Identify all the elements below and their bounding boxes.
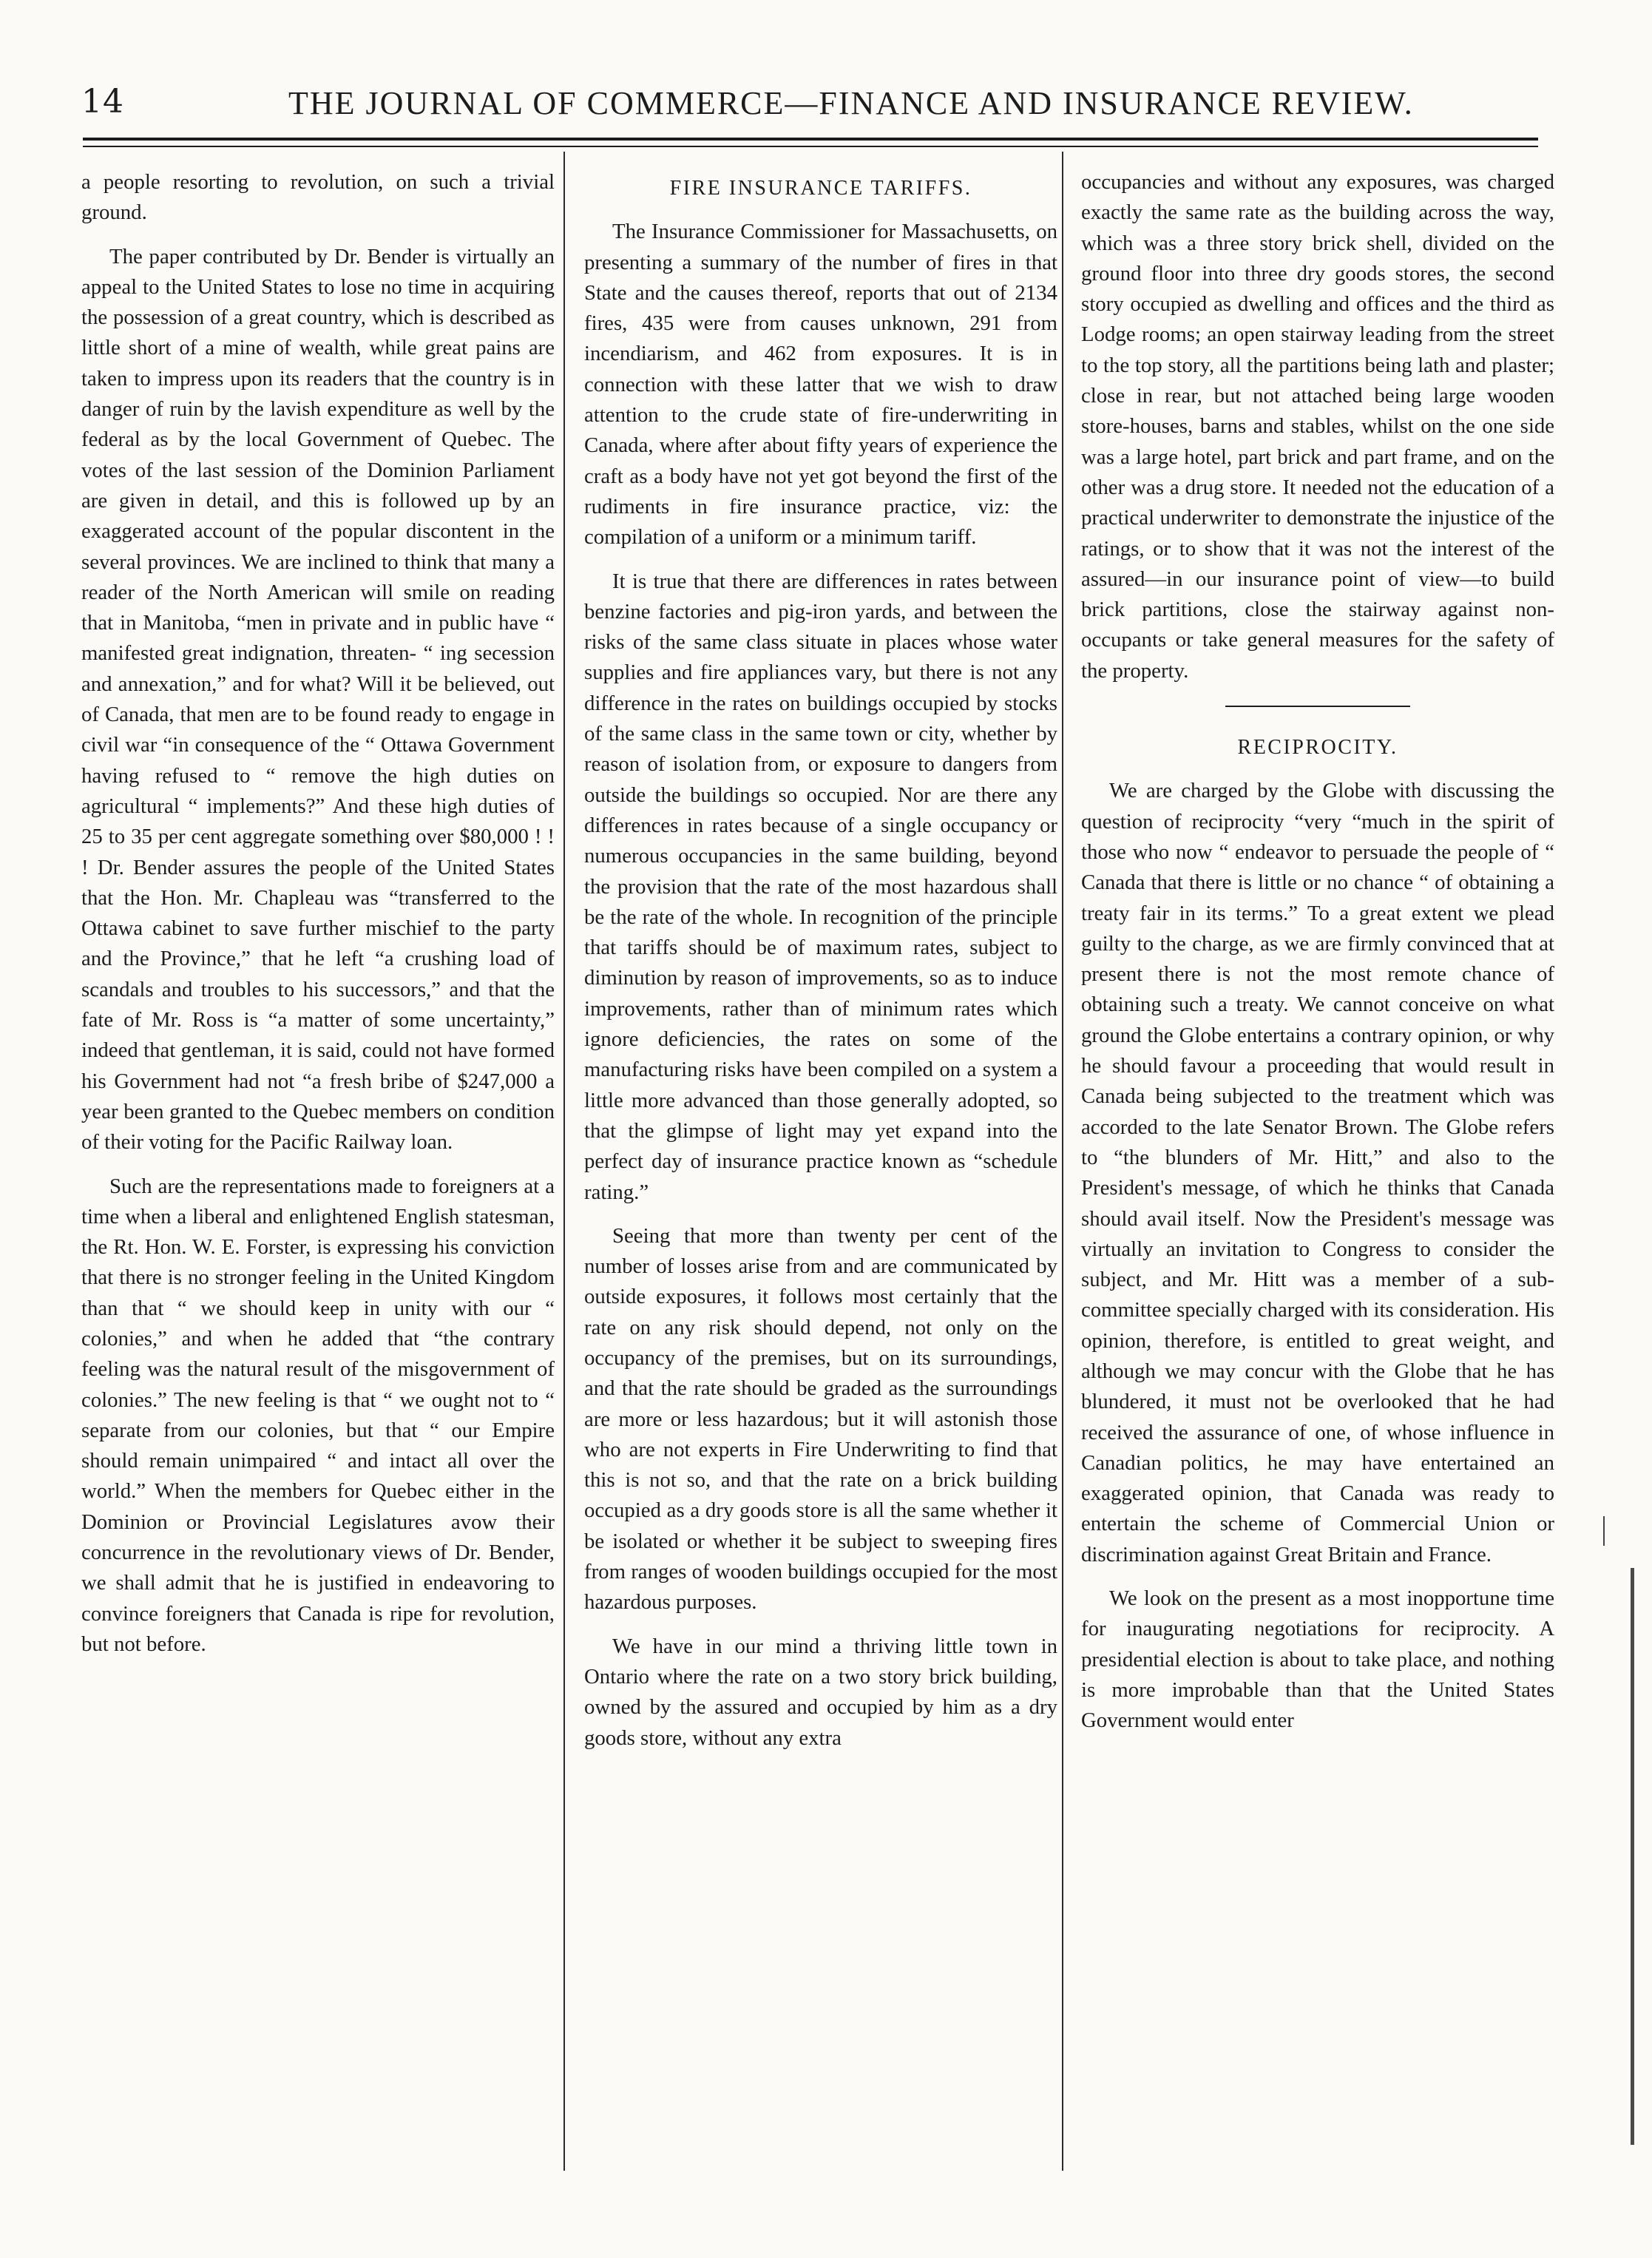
journal-title: THE JOURNAL OF COMMERCE—FINANCE AND INSURANCE REVIEW. <box>288 85 1414 121</box>
page-header <box>81 80 1542 132</box>
column1-paragraph-3: Such are the representations made to foreigners at a time when a liberal and enlightened English statesman, the Rt. Hon. W. E. Forster, is expressing his conviction that there is no stronger feeling in the United Kingdom than that “ we should keep in unity with our “ colonies,” and when he added that “the contrary feeling was the natural result of the misgovernment of colonies.” The new feeling is that “ we ought not to “ separate from our colonies, but that “ our Empire should remain unimpaired “ and intact all over the world.” When the members for Quebec either in the Dominion or Provincial Legislatures avow their concurrence in the revolutionary views of Dr. Bender, we shall admit that he is justified in endeavoring to convince foreigners that Canada is ripe for revolution, but not before. <box>81 1174 555 1656</box>
page-edge-mark-small <box>1603 1516 1605 1546</box>
column3-paragraph-1: occupancies and without any exposures, was charged exactly the same rate as the building across the way, which was a three story brick shell, divided on the ground floor into three dry goods stores, the second story occupied as dwelling and offices and the third as Lodge rooms; an open stairway leading from the street to the top story, all the partitions being lath and plaster; close in rear, but not attached being large wooden store-houses, barns and stables, whilst on the one side was a large hotel, part brick and part frame, and on the other was a drug store. It needed not the education of a practical underwriter to demonstrate the injustice of the ratings, or to show that it was not the interest of the assured—in our insurance point of view—to build brick partitions, close the stairway against non-occupants or take general measures for the safety of the property. <box>1081 170 1554 683</box>
column-divider-1 <box>563 152 565 2171</box>
column2-paragraph-1: The Insurance Commissioner for Massachusetts, on presenting a summary of the number of fires in that State and the causes thereof, reports that out of 2134 fires, 435 were from causes unknown, 291 from incendiarism, and 462 from exposures. It is in connection with these latter that we wish to draw attention to the crude state of fire-underwriting in Canada, where after about fifty years of experience the craft as a body have not yet got beyond the first of the rudiments in fire insurance practice, viz: the compilation of a uniform or a minimum tariff. <box>584 220 1057 550</box>
reciprocity-title: RECIPROCITY. <box>1237 736 1398 760</box>
column1-paragraph-1: a people resorting to revolution, on such a trivial ground. <box>81 170 555 225</box>
column3-paragraph-3: We look on the present as a most inopportune time for inaugurating negotiations for reciprocity. A presidential election is about to take place, and nothing is more improbable than that the United States Government would enter <box>1081 1586 1554 1733</box>
column3-paragraph-2: We are charged by the Globe with discussing the question of reciprocity “very “much in the spirit of those who now “ endeavor to persuade the people of “ Canada that there is little or no chance “ of obtaining a treaty fair in its terms.” To a great extent we plead guilty to the charge, as we are firmly convinced that at present there is not the most remote chance of obtaining such a treaty. We cannot conceive on what ground the Globe entertains a contrary opinion, or why he should favour a proceeding that would result in Canada being subjected to the treatment which was accorded to the late Senator Brown. The Globe refers to “the blunders of Mr. Hitt,” and also to the President's message, of which he thinks that Canada should avail itself. Now the President's message was virtually an invitation to Congress to consider the subject, and Mr. Hitt was a member of a sub-committee specially charged with its consideration. His opinion, therefore, is entitled to great weight, and although we may concur with the Globe that he has blundered, it must not be overlooked that he had received the assurance of one, of whose influence in Canadian politics, he may have entertained an exaggerated opinion, that Canada was ready to entertain the scheme of Commercial Union or discrimination against Great Britain and France. <box>1081 779 1554 1566</box>
column1-paragraph-2: The paper contributed by Dr. Bender is virtually an appeal to the United States to lose no time in acquiring the possession of a great country, which is described as little short of a mine of wealth, while great pains are taken to impress upon its readers that the country is in danger of ruin by the lavish expenditure as well by the federal as by the local Government of Quebec. The votes of the last session of the Dominion Parliament are given in detail, and this is followed up by an exaggerated account of the popular discontent in the several provinces. We are inclined to think that many a reader of the North American will smile on reading that in Manitoba, “men in private and in public have “ manifested great indignation, threaten- “ ing secession and annexation,” and for what? Will it be believed, out of Canada, that men are to be found ready to engage in civil war “in consequence of the “ Ottawa Government having refused to “ remove the high duties on agricultural “ implements?” And these high duties of 25 to 35 per cent aggregate something over $80,000 ! ! ! Dr. Bender assures the people of the United States that the Hon. Mr. Chapleau was “transferred to the Ottawa cabinet to save further mischief to the party and the Province,” that he left “a crushing load of scandals and troubles to his successors,” and that the fate of Mr. Ross is “a matter of some uncertainty,” indeed that gentleman, it is said, could not have formed his Government had not “a fresh bribe of $247,000 a year been granted to the Quebec members on condition of their voting for the Pacific Railway loan. <box>81 244 555 1155</box>
header-rule-thick <box>83 138 1538 141</box>
section-divider <box>1225 706 1410 707</box>
page-edge-mark <box>1631 1568 1634 2145</box>
column-1 <box>81 167 555 2194</box>
column-3 <box>1081 167 1554 2194</box>
column2-paragraph-2: It is true that there are differences in rates between benzine factories and pig-iron yards, and between the risks of the same class situate in places whose water supplies and fire appliances vary, but there is not any difference in the rates on buildings occupied by stocks of the same class in the same town or city, whether by reason of isolation from, or exposure to dangers from outside the buildings so occupied. Nor are there any differences in rates because of a single occupancy or numerous occupancies in the same building, beyond the provision that the rate of the most hazardous shall be the rate of the whole. In recognition of the principle that tariffs should be of maximum rates, subject to diminution by reason of improvements, so as to induce improvements, rather than of minimum rates which ignore deficiencies, the rates on some of the manufacturing risks have been compiled on a system a little more advanced than those generally adopted, so that the glimpse of light may yet expand into the perfect day of insurance practice known as “schedule rating.” <box>584 569 1057 1204</box>
header-rule-thin <box>83 146 1538 147</box>
page-number: 14 <box>81 83 124 121</box>
fire-insurance-tariffs-title: FIRE INSURANCE TARIFFS. <box>669 177 972 200</box>
column-divider-2 <box>1062 152 1063 2171</box>
column2-paragraph-3: Seeing that more than twenty per cent of the number of losses arise from and are communicated by outside exposures, it follows most certainly that the rate on any risk should depend, not only on the occupancy of the premises, but on its surroundings, and that the rate should be graded as the surroundings are more or less hazardous; but it will astonish those who are not experts in Fire Underwriting to find that this is not so, and that the rate on a brick building occupied as a dry goods store is all the same whether it be isolated or whether it be subject to sweeping fires from ranges of wooden buildings occupied for the most hazardous purposes. <box>584 1223 1057 1615</box>
column-2 <box>584 167 1057 2194</box>
column2-paragraph-4: We have in our mind a thriving little town in Ontario where the rate on a two story brick building, owned by the assured and occupied by him as a dry goods store, without any extra <box>584 1634 1057 1750</box>
